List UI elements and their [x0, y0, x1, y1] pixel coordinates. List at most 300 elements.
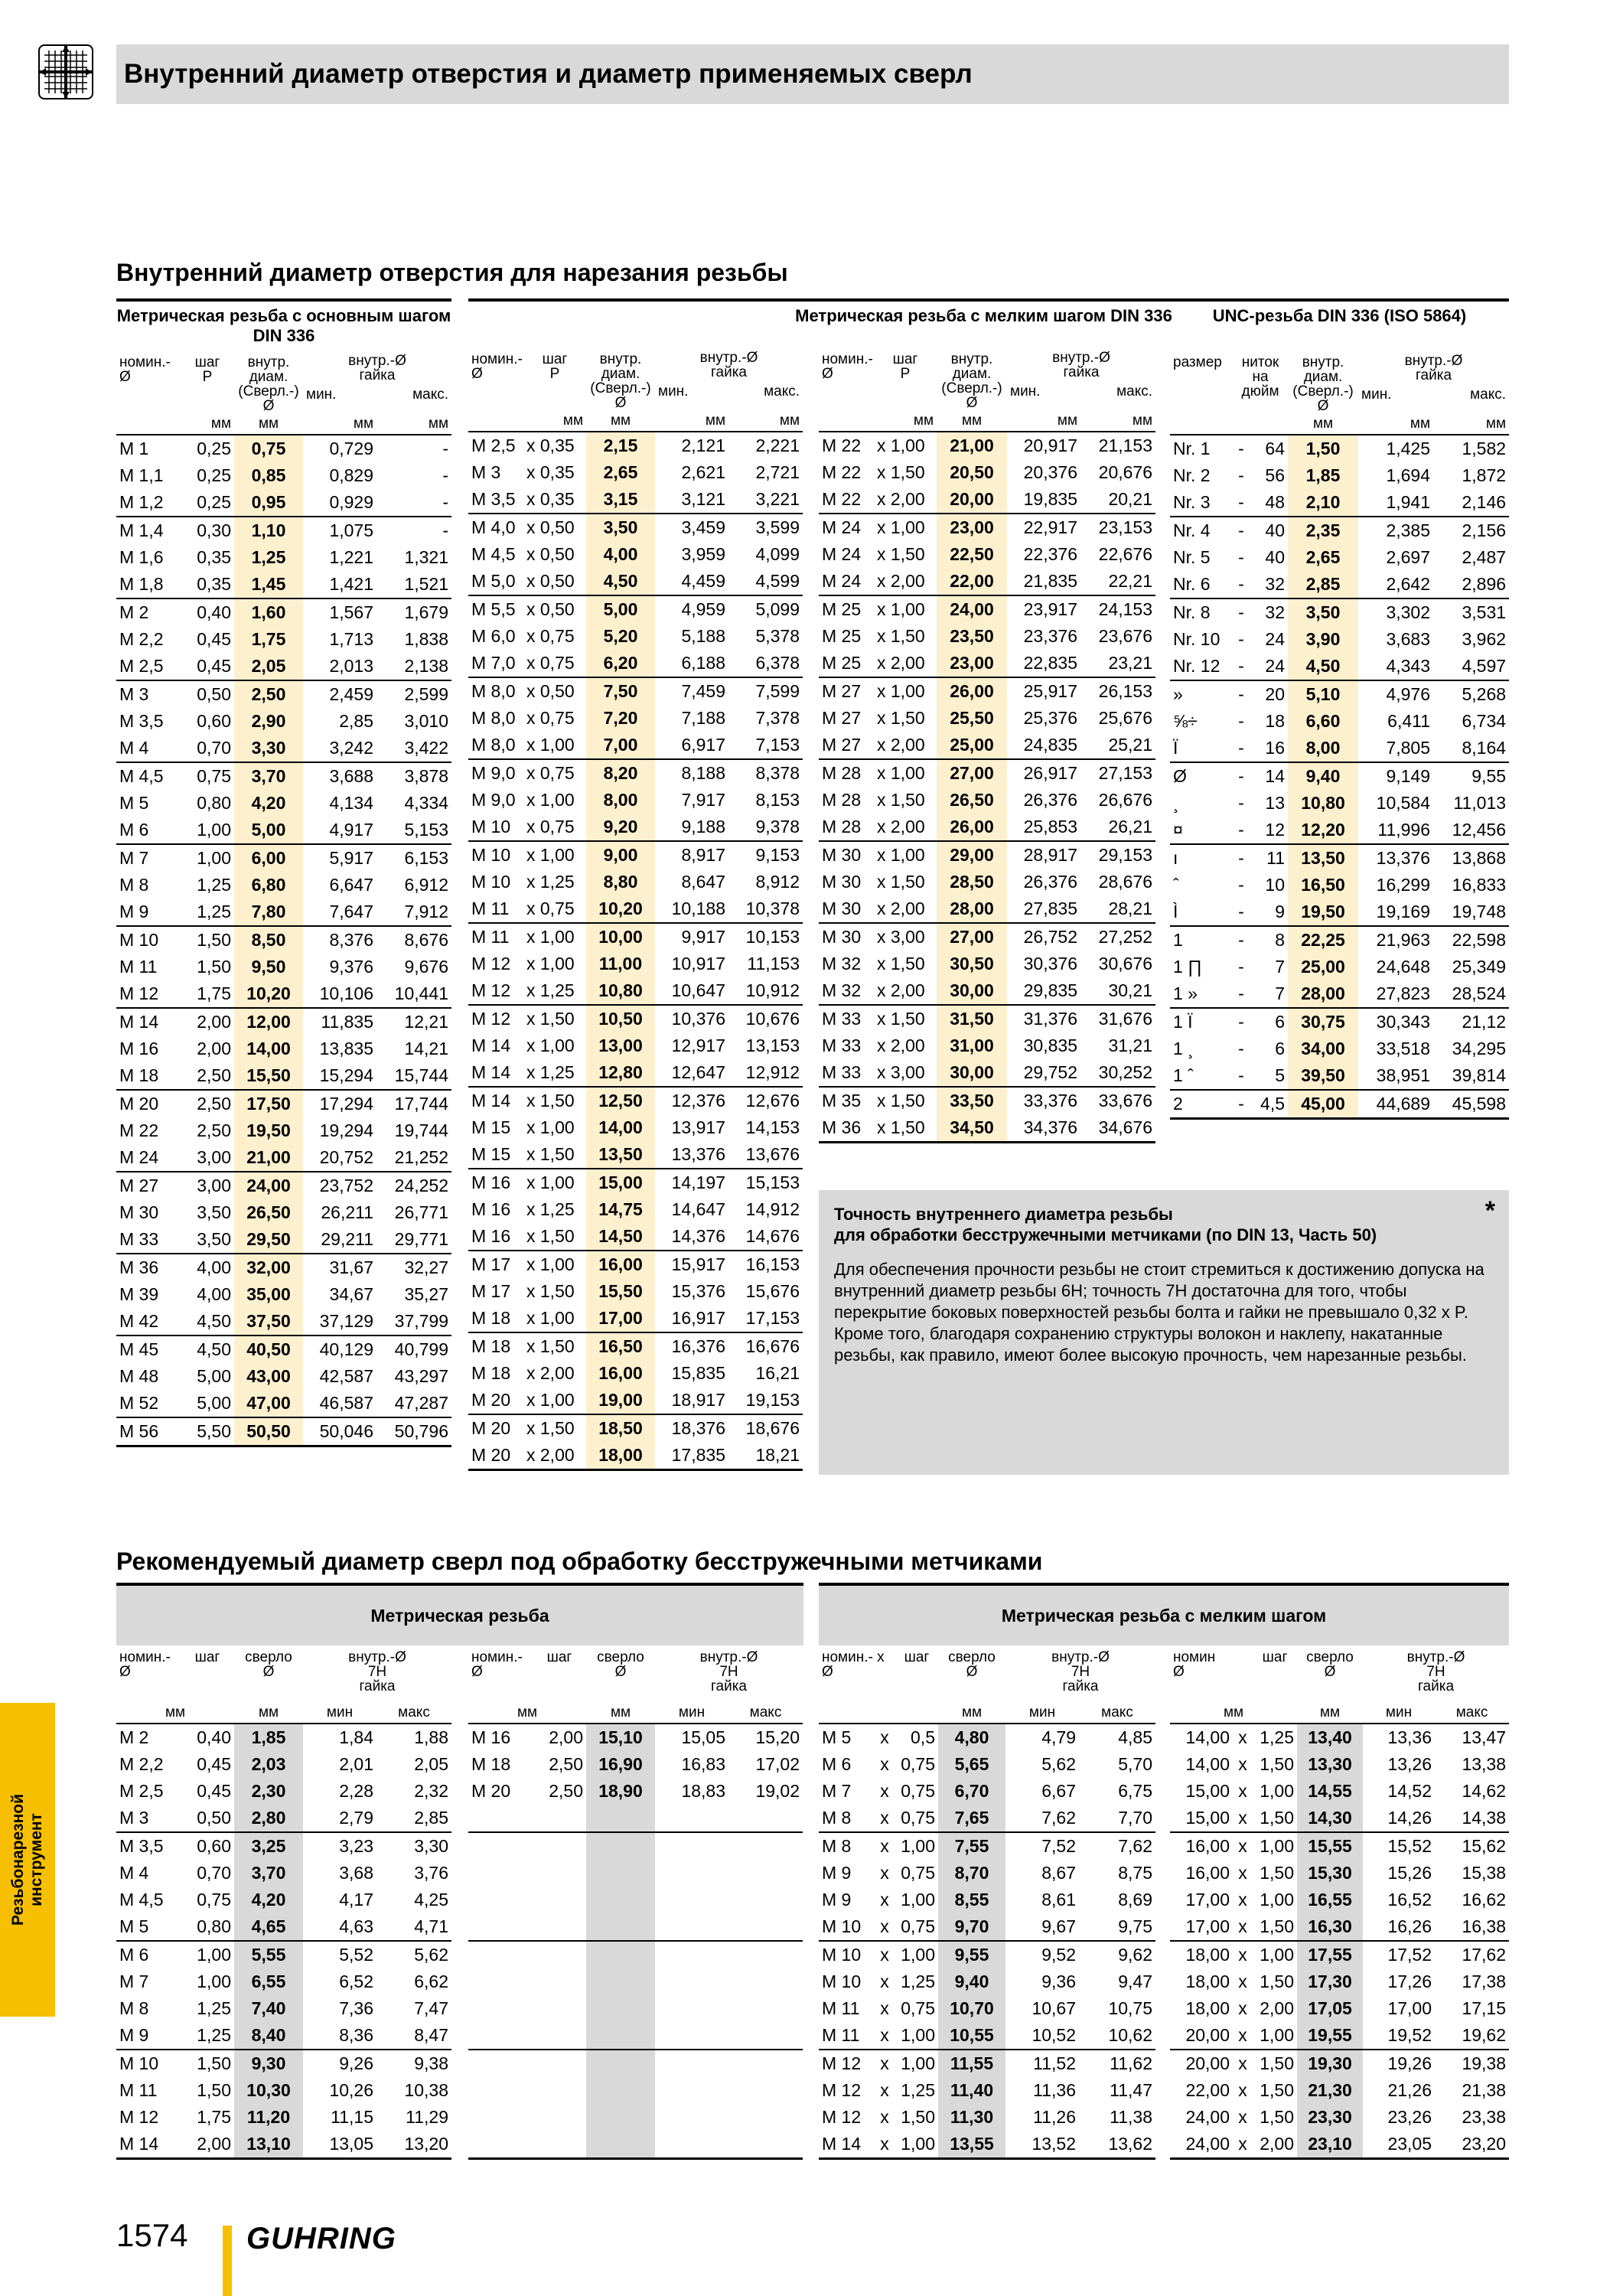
- table-row: [468, 1332, 803, 1360]
- page-number: 1574: [116, 2217, 188, 2253]
- table-cell: 1,25: [197, 1998, 231, 2018]
- table-cell: 2: [1170, 1090, 1233, 1119]
- table-cell: x 2,00: [877, 653, 925, 673]
- table-cell: M 36: [819, 1114, 874, 1143]
- table-cell: x 1,50: [874, 1005, 937, 1032]
- table-row: [468, 1305, 803, 1332]
- table-row: [468, 1032, 803, 1059]
- table-cell: 6,60: [1288, 708, 1358, 735]
- table-cell: -: [1238, 957, 1244, 977]
- panel-rec-metric: [116, 1583, 803, 1645]
- table-cell: 14,26: [1387, 1808, 1432, 1828]
- table-cell: 7,599: [728, 677, 803, 705]
- table-cell: 31,50: [937, 1005, 1007, 1032]
- table-cell: 7,188: [681, 708, 725, 728]
- table-cell: 3,68: [339, 1863, 373, 1883]
- table-row-empty: [468, 1995, 803, 2022]
- table-cell: 47,287: [394, 1393, 449, 1413]
- table-cell: 28,676: [1098, 872, 1153, 892]
- table-cell: 3,221: [755, 489, 800, 509]
- table-cell: x 1,00: [526, 1308, 575, 1328]
- table-cell: 1,00: [181, 844, 234, 872]
- table-cell: 2,00: [181, 2131, 234, 2159]
- table-cell: 10: [1265, 875, 1286, 895]
- table-cell: M 20: [468, 1414, 523, 1442]
- table-row: [116, 872, 451, 899]
- table-cell: 1,00: [197, 1971, 231, 1991]
- table-cell: M 12: [471, 954, 511, 974]
- table-cell: 24,00: [937, 595, 1007, 623]
- table-cell: M 4: [119, 738, 149, 758]
- table-cell: 10,70: [938, 1995, 1005, 2022]
- table-cell: M 20: [471, 1781, 511, 1801]
- table-cell: 13,40: [1297, 1724, 1363, 1751]
- table-cell: M 3: [471, 462, 501, 482]
- table-cell: 1 ∏: [1173, 957, 1203, 977]
- table-cell: 7,55: [938, 1832, 1005, 1860]
- table-row: [819, 1968, 1155, 1995]
- table-cell: 11,15: [331, 2107, 373, 2127]
- table-cell: M 16: [471, 1226, 511, 1246]
- table-cell: 0,75: [901, 1863, 935, 1883]
- table-row: [116, 1778, 451, 1805]
- table-cell: 10,30: [234, 2077, 303, 2104]
- table-cell: 30,75: [1288, 1008, 1358, 1035]
- table-cell: 1,00: [901, 2025, 935, 2045]
- table-cell: x 3,00: [874, 923, 937, 951]
- table-cell: 23,50: [937, 623, 1007, 650]
- table-cell: x: [1238, 1998, 1247, 2018]
- table-cell: x: [1238, 2080, 1247, 2100]
- table-cell: 17,294: [303, 1090, 376, 1117]
- table-cell: 10,80: [586, 977, 655, 1005]
- table-cell: 1,50: [1260, 1808, 1295, 1828]
- table-cell: 9,153: [728, 841, 803, 869]
- table-cell: -: [1238, 492, 1244, 512]
- table-cell: -: [1238, 902, 1244, 921]
- table-cell: 17,00: [1185, 1916, 1230, 1936]
- table-cell: M 4,5: [116, 762, 181, 790]
- table-cell: 27,252: [1080, 923, 1155, 951]
- table-cell: 25,21: [1108, 735, 1153, 755]
- table-cell: 44,689: [1358, 1090, 1433, 1119]
- table-cell: 1,521: [404, 574, 449, 594]
- table-row-empty: [468, 2104, 803, 2131]
- table-cell: 16,55: [1297, 1887, 1363, 1913]
- table-row: [468, 1778, 803, 1805]
- table-metric-fine-b: номин.- Ø шаг P внутр. диам. (Сверл.-) Ø внутр.-Ø гайка мин. макс. мм мм мм мм M 22 x 1,00 21,00 20,917 21,153 M 22 x 1,50 20,50 20,376 20,676 M 22 x 2,00 20,00 19,835 20,21 M 24 x 1,00 23,00 22,917 23,153 M 24 x 1,50 22,50 22,376 22,676 M 24 x 2,00 22,00 21,835 22,21 M 25 x 1,00 24,00 23,917 24,153 M 25 x 1,50 23,50 23,376 23,676 M 25 x 2,00 23,00 22,835 23,21 M 27 x 1,00 26,00 25,917 26,153 M 27 x 1,50 25,50 25,376 25,676 M 27 x 2,00 25,00 24,835 25,21 M 28 x 1,00 27,00 26,917 27,153 M 28 x 1,50 26,50 26,376 26,676 M 28 x 2,00 26,00 25,853 26,21 M 30 x 1,00 29,00 28,917 29,153 M 30 x 1,50 28,50 26,376 28,676 M 30 x 2,00 28,00 27,835 28,21 M 30 x 3,00 27,00 26,752 27,252 M 32 x 1,50 30,50 30,376 30,676 M 32 x 2,00 30,00 29,835 30,21 M 33 x 1,50 31,50 31,376 31,676 M 33 x 2,00 31,00 30,835 31,21 M 33 x 3,00 30,00 29,752 30,252 M 35 x 1,50 33,50 33,376 33,676 M 36 x 1,50 34,50 34,376 34,676: [819, 351, 1155, 1143]
- table-cell: x: [874, 1941, 895, 1968]
- table-cell: M 8,0: [471, 735, 516, 755]
- table-row: [116, 899, 451, 926]
- table-cell: 12,21: [376, 1008, 451, 1035]
- table-cell: 6,411: [1387, 711, 1431, 731]
- table-cell: x 1,50: [526, 1226, 575, 1246]
- table-cell: 26,50: [234, 1199, 303, 1226]
- table-cell: M 9,0: [471, 790, 516, 810]
- table-cell: 16,153: [728, 1251, 803, 1278]
- table-row: [468, 1223, 803, 1251]
- table-cell: 3,959: [681, 544, 725, 564]
- table-cell: 16,50: [586, 1332, 655, 1360]
- table-cell: 12,456: [1452, 820, 1507, 840]
- table-cell: M 12: [468, 1005, 523, 1032]
- table-row-empty: [468, 1968, 803, 1995]
- table-cell: M 11: [822, 2025, 860, 2045]
- table-cell: x 1,00: [526, 735, 575, 755]
- table-row: [468, 759, 803, 787]
- table-cell: M 28: [819, 759, 874, 787]
- table-cell: M 17: [471, 1281, 511, 1301]
- table-cell: 50,796: [376, 1417, 451, 1446]
- table-cell: 0,95: [234, 489, 303, 517]
- table-cell: M 10: [116, 926, 181, 954]
- table-cell: 9,376: [329, 957, 373, 977]
- table-row: [1170, 598, 1509, 626]
- table-cell: 1,25: [901, 1971, 935, 1991]
- table-cell: 5,20: [586, 623, 655, 650]
- table-cell: 2,013: [329, 656, 373, 676]
- table-cell: 3,422: [404, 738, 449, 758]
- table-cell: 0,75: [197, 1890, 231, 1910]
- table-cell: 14,30: [1297, 1805, 1363, 1832]
- table-cell: M 17: [468, 1251, 523, 1278]
- table-cell: 0,50: [181, 680, 234, 708]
- table-cell: 2,156: [1433, 517, 1509, 544]
- table-cell: 26,676: [1098, 790, 1153, 810]
- table-cell: 22,598: [1433, 926, 1509, 954]
- table-rec-fine-b: номин Ø шаг сверло Ø внутр.-Ø 7H гайка мм мм мин макс 14,00 x 1,25 13,40 13,36 13,47 14,00 x 1,50 13,30 13,26 13,38 15,00 x 1,00 14,55 14,52 14,62 15,00 x 1,50 14,30 14,26 14,38 16,00 x 1,00 15,55 15,52 15,62 16,00 x 1,50 15,30 15,26 15,38 17,00 x 1,00 16,55 16,52 16,62 17,00 x 1,50 16,30 16,26 16,38 18,00 x 1,00 17,55 17,52 17,62 18,00 x 1,50 17,30 17,26 17,38 18,00 x 2,00 17,05 17,00 17,15 20,00 x 1,00 19,55 19,52 19,62 20,00 x 1,50 19,30 19,26 19,38 22,00 x 1,50 21,30 21,26 21,38 24,00 x 1,50 23,30 23,26 23,38 24,00 x 2,00 23,10 23,05 23,20: [1170, 1649, 1509, 2160]
- table-cell: 10,441: [394, 983, 449, 1003]
- table-cell: 10,378: [745, 899, 800, 918]
- table-cell: 0,30: [181, 517, 234, 544]
- table-cell: 22,21: [1108, 571, 1153, 591]
- table-cell: M 24: [822, 544, 862, 564]
- table-cell: 64: [1265, 439, 1286, 458]
- table-cell: 3,50: [197, 1202, 231, 1222]
- table-cell: M 2,5: [471, 435, 516, 455]
- table-cell: 13,376: [1358, 844, 1433, 872]
- table-cell: 19,748: [1452, 902, 1507, 921]
- table-cell: 13,20: [376, 2131, 451, 2159]
- table-cell: ˆ: [1173, 875, 1179, 895]
- table-cell: M 8,0: [471, 708, 516, 728]
- col-nom: номин.- Ø: [119, 354, 171, 385]
- table-cell: 31,67: [303, 1254, 376, 1281]
- table-cell: 1,85: [1288, 462, 1358, 489]
- table-cell: 13,153: [745, 1035, 800, 1055]
- table-row: [468, 541, 803, 568]
- table-cell: 27,00: [937, 923, 1007, 951]
- table-cell: 31,00: [937, 1032, 1007, 1059]
- table-cell: x: [1233, 1941, 1253, 1968]
- table-cell: 12,376: [655, 1087, 728, 1114]
- table-cell: 21,26: [1387, 2080, 1432, 2100]
- side-tab-thread-tools[interactable]: [0, 1703, 55, 2017]
- table-row: [819, 787, 1155, 814]
- table-cell: M 1,2: [119, 492, 164, 512]
- section-title-recommended-drill: Рекомендуемый диаметр сверл под обработку бесстружечными метчиками: [116, 1548, 1043, 1575]
- table-cell: 40: [1250, 517, 1288, 544]
- table-cell: x: [1238, 1971, 1247, 1991]
- table-cell: 1,00: [895, 1832, 938, 1860]
- table-cell: 1,50: [181, 926, 234, 954]
- table-row: [1170, 489, 1509, 517]
- table-cell: 9,40: [1288, 762, 1358, 790]
- table-cell: 23,917: [1007, 595, 1080, 623]
- table-cell: 6: [1275, 1039, 1286, 1058]
- table-cell: M 10: [822, 1971, 862, 1991]
- table-cell: 2,385: [1358, 517, 1433, 544]
- table-cell: M 9: [822, 1890, 852, 1910]
- table-cell: 2,00: [1260, 1998, 1295, 2018]
- table-cell: x 2,00: [877, 980, 925, 1000]
- table-cell: 1,25: [234, 544, 303, 571]
- table-cell: 5,65: [938, 1751, 1005, 1778]
- table-cell: x: [1238, 1727, 1247, 1747]
- table-cell: 15,00: [586, 1169, 655, 1196]
- table-cell: 1,075: [303, 517, 376, 544]
- table-cell: M 2,2: [119, 1754, 164, 1774]
- table-row: [1170, 735, 1509, 762]
- table-cell: 16,00: [586, 1251, 655, 1278]
- table-row: [819, 1860, 1155, 1887]
- table-cell: 16,52: [1387, 1890, 1432, 1910]
- table-row: [468, 568, 803, 595]
- table-cell: 11: [1250, 844, 1288, 872]
- table-row: [1170, 2104, 1509, 2131]
- table-cell: M 14: [116, 1008, 181, 1035]
- table-cell: 15,62: [1435, 1832, 1509, 1860]
- table-cell: 3,70: [234, 1860, 303, 1887]
- table-row: [819, 977, 1155, 1005]
- table-cell: 4,17: [339, 1890, 373, 1910]
- table-cell: x 0,75: [526, 899, 575, 918]
- col-pitch: шаг P: [194, 354, 220, 385]
- table-cell: 2,80: [234, 1805, 303, 1832]
- table-cell: 8: [1250, 926, 1288, 954]
- table-cell: -: [1238, 738, 1244, 758]
- table-cell: 40,50: [234, 1336, 303, 1363]
- table-cell: 2,896: [1462, 574, 1507, 594]
- table-cell: 14,00: [1185, 1727, 1230, 1747]
- table-cell: 11,52: [1005, 2050, 1079, 2077]
- table-cell: 5,62: [376, 1941, 451, 1968]
- table-cell: 30,21: [1108, 980, 1153, 1000]
- note-body: Для обеспечения прочности резьбы не стоит стремиться к достижению допуска на внутренний диаметр резьбы 6H; точность 7H достаточна для того, чтобы перекрытие боковых поверхностей резьбы болта и гайки не превышало 0,32 x P. Кроме того, благодаря сохранению структуры волокон и наклепу, накатанные резьбы, как правило, имеют более высокую прочность, чем нарезанные резьбы.: [834, 1260, 1484, 1365]
- table-row: [116, 2131, 451, 2159]
- table-cell: 9,50: [234, 954, 303, 980]
- table-cell: 1,00: [1260, 1781, 1295, 1801]
- table-cell: 2,79: [339, 1808, 373, 1828]
- table-cell: x: [880, 1781, 889, 1801]
- table-cell: 22,00: [1185, 2080, 1230, 2100]
- table-cell: M 36: [116, 1254, 181, 1281]
- table-cell: 16,00: [1185, 1863, 1230, 1883]
- table-cell: Nr. 6: [1173, 574, 1211, 594]
- table-row: [819, 1941, 1155, 1968]
- table-row: [468, 1196, 803, 1223]
- table-cell: -: [1238, 711, 1244, 731]
- table-cell: 9,00: [586, 841, 655, 869]
- table-cell: 16,676: [728, 1332, 803, 1360]
- table-cell: 42,587: [319, 1366, 373, 1386]
- table-cell: 25,00: [1288, 954, 1358, 980]
- table-cell: M 9: [119, 902, 149, 921]
- col-dia: внутр. диам. (Сверл.-) Ø: [238, 354, 299, 414]
- table-cell: M 6: [822, 1754, 852, 1774]
- table-cell: 16,21: [755, 1363, 800, 1383]
- table-cell: 9,52: [1005, 1941, 1079, 1968]
- table-cell: x 0,35: [526, 489, 575, 509]
- table-cell: M 30: [822, 899, 862, 918]
- table-cell: 1,60: [234, 598, 303, 626]
- table-cell: 25,376: [1023, 708, 1077, 728]
- table-rec-fine-a: номин.- x Ø шаг сверло Ø внутр.-Ø 7H гайка мм мин макс M 5 x 0,5 4,80 4,79 4,85 M 6 x 0,75 5,65 5,62 5,70 M 7 x 0,75 6,70 6,67 6,75 M 8 x 0,75 7,65 7,62 7,70 M 8 x 1,00 7,55 7,52 7,62 M 9 x 0,75 8,70 8,67 8,75 M 9 x 1,00 8,55 8,61 8,69 M 10 x 0,75 9,70 9,67 9,75 M 10 x 1,00 9,55 9,52 9,62 M 10 x 1,25 9,40 9,36 9,47 M 11 x 0,75 10,70 10,67 10,75 M 11 x 1,00 10,55 10,52 10,62 M 12 x 1,00 11,55 11,52 11,62 M 12 x 1,25 11,40 11,36 11,47 M 12 x 1,50 11,30 11,26 11,38 M 14 x 1,00 13,55 13,52 13,62: [819, 1649, 1155, 2160]
- table-cell: 30,252: [1098, 1062, 1153, 1082]
- table-cell: 31,21: [1108, 1035, 1153, 1055]
- table-cell: 10,20: [234, 980, 303, 1008]
- table-row: [819, 2022, 1155, 2050]
- table-cell: 1 ˆ: [1173, 1065, 1194, 1085]
- table-cell: 10,20: [586, 895, 655, 923]
- table-cell: 5,00: [234, 817, 303, 844]
- table-cell: M 10: [471, 817, 511, 837]
- table-cell: 3,531: [1433, 598, 1509, 626]
- table-cell: 34,676: [1080, 1114, 1155, 1143]
- table-cell: 0,40: [197, 1727, 231, 1747]
- table-cell: 15,38: [1462, 1863, 1507, 1883]
- table-cell: 30,676: [1098, 954, 1153, 974]
- table-cell: 6,647: [329, 875, 373, 895]
- table-cell: 29,771: [394, 1229, 449, 1249]
- page-title: Внутренний диаметр отверстия и диаметр применяемых сверл: [116, 44, 1509, 104]
- table-cell: 17,55: [1297, 1941, 1363, 1968]
- table-cell: 3,15: [586, 486, 655, 514]
- table-cell: 3,683: [1386, 629, 1431, 649]
- table-cell: 20,676: [1098, 462, 1153, 482]
- table-cell: 10,647: [671, 980, 725, 1000]
- table-cell: 6,188: [681, 653, 725, 673]
- table-row: [1170, 844, 1509, 872]
- table-row: [819, 2077, 1155, 2104]
- table-cell: Nr. 8: [1170, 598, 1233, 626]
- table-row: [819, 1005, 1155, 1032]
- table-cell: 1,50: [1260, 2080, 1295, 2100]
- table-cell: x 1,00: [526, 1117, 575, 1137]
- table-cell: 8,50: [234, 926, 303, 954]
- table-cell: 22,25: [1288, 926, 1358, 954]
- table-cell: 2,00: [549, 1727, 583, 1747]
- table-cell: x 0,50: [523, 677, 586, 705]
- table-cell: 5,00: [197, 1366, 231, 1386]
- table-cell: M 42: [119, 1311, 159, 1331]
- table-cell: 28,50: [937, 869, 1007, 895]
- table-cell: M 14: [116, 2131, 181, 2159]
- table-cell: 1,25: [197, 902, 231, 921]
- table-cell: M 48: [119, 1366, 159, 1386]
- table-cell: 37,50: [234, 1308, 303, 1336]
- table-cell: 7,459: [655, 677, 728, 705]
- table-cell: 14,153: [745, 1117, 800, 1137]
- table-cell: 12,20: [1288, 817, 1358, 844]
- table-cell: 6,153: [376, 844, 451, 872]
- table-cell: 45,598: [1433, 1090, 1509, 1119]
- table-cell: 39,50: [1288, 1062, 1358, 1090]
- table-row: [116, 1062, 451, 1090]
- table-row: [1170, 2022, 1509, 2050]
- table-cell: 24,835: [1023, 735, 1077, 755]
- table-cell: 30,376: [1023, 954, 1077, 974]
- table-cell: M 7: [119, 1971, 149, 1991]
- table-cell: 23,21: [1108, 653, 1153, 673]
- table-row: [468, 814, 803, 841]
- table-cell: x 1,50: [877, 708, 925, 728]
- table-cell: M 1: [119, 439, 149, 458]
- table-row: [1170, 680, 1509, 708]
- table-unc: размер ниток на дюйм внутр. диам. (Сверл.-) Ø внутр.-Ø гайка мин. макс. мм мм мм Nr. 1 - 64 1,50 1,425 1,582 Nr. 2 - 56 1,85 1,694 1,872 Nr. 3 - 48 2,10 1,941 2,146 Nr. 4 - 40 2,35 2,385 2,156 Nr. 5 - 40 2,65 2,697 2,487 Nr. 6 - 32 2,85 2,642 2,896 Nr. 8 - 32 3,50 3,302 3,531 Nr. 10 - 24 3,90 3,683 3,962 Nr. 12 - 24 4,50 4,343 4,597 » - 20 5,10 4,976 5,268 ⅝÷ - 18 6,60 6,411 6,734 Ï - 16 8,00 7,805 8,164 Ø - 14 9,40 9,149 9,55 ¸ - 13 10,80 10,584 11,013 ¤ - 12 12,20 11,996 12,456 ı - 11 13,50 13,376 13,868 ˆ - 10 16,50 16,299 16,833 Ì - 9 19,50 19,169 19,748 1 - 8 22,25 21,963 22,598 1 ∏ - 7 25,00 24,648 25,349 1 » - 7 28,00 27,823 28,524 1 Ï - 6 30,75 30,343 21,12 1 ¸ - 6 34,00 33,518 34,295 1 ˆ - 5 39,50 38,951 39,814 2 - 4,5 45,00 44,689 45,598: [1170, 354, 1509, 1120]
- table-cell: M 30: [119, 1202, 159, 1222]
- table-cell: 3,878: [376, 762, 451, 790]
- table-cell: 10,50: [586, 1005, 655, 1032]
- table-cell: 28,00: [1288, 980, 1358, 1008]
- table-cell: 30,00: [937, 977, 1007, 1005]
- table-cell: 19,50: [234, 1117, 303, 1144]
- table-cell: M 33: [822, 1035, 862, 1055]
- table-cell: 16,50: [1288, 872, 1358, 899]
- table-cell: 34,50: [937, 1114, 1007, 1143]
- table-fine-b-wrap: [819, 351, 1155, 1143]
- table-row: [1170, 1860, 1509, 1887]
- table-cell: 17,00: [586, 1305, 655, 1332]
- table-cell: M 8: [819, 1832, 874, 1860]
- table-cell: x 1,00: [526, 790, 575, 810]
- table-cell: 0,929: [329, 492, 373, 512]
- table-cell: Nr. 10: [1173, 629, 1221, 649]
- table-cell: x 1,00: [874, 841, 937, 869]
- table-row: [819, 869, 1155, 895]
- table-cell: 21,12: [1433, 1008, 1509, 1035]
- table-cell: -: [1238, 1065, 1244, 1085]
- table-cell: 30,343: [1358, 1008, 1433, 1035]
- table-row: [116, 1417, 451, 1446]
- table-cell: x 2,00: [877, 817, 925, 837]
- table-row: [1170, 1995, 1509, 2022]
- table-row: [1170, 1805, 1509, 1832]
- table-cell: -: [1238, 983, 1244, 1003]
- table-cell: 11,996: [1377, 820, 1431, 840]
- table-cell: 8,376: [303, 926, 376, 954]
- table-cell: x 0,75: [523, 759, 586, 787]
- table-cell: 9,70: [938, 1913, 1005, 1941]
- table-cell: 6,00: [234, 844, 303, 872]
- table-cell: 1,694: [1386, 465, 1431, 485]
- table-cell: 15,676: [745, 1281, 800, 1301]
- table-cell: M 27: [822, 735, 862, 755]
- table-cell: x: [880, 2107, 889, 2127]
- table-cell: x: [1238, 1863, 1247, 1883]
- table-row: [116, 1887, 451, 1913]
- table-cell: 24,00: [1170, 2131, 1233, 2159]
- table-row: [1170, 954, 1509, 980]
- table-cell: 25,917: [1007, 677, 1080, 705]
- table-cell: 11,38: [1110, 2107, 1152, 2127]
- table-cell: M 16: [119, 1039, 159, 1058]
- table-cell: 16,26: [1387, 1916, 1432, 1936]
- table-cell: 11,29: [406, 2107, 448, 2127]
- table-cell: 1,221: [329, 547, 373, 567]
- table-row: [468, 623, 803, 650]
